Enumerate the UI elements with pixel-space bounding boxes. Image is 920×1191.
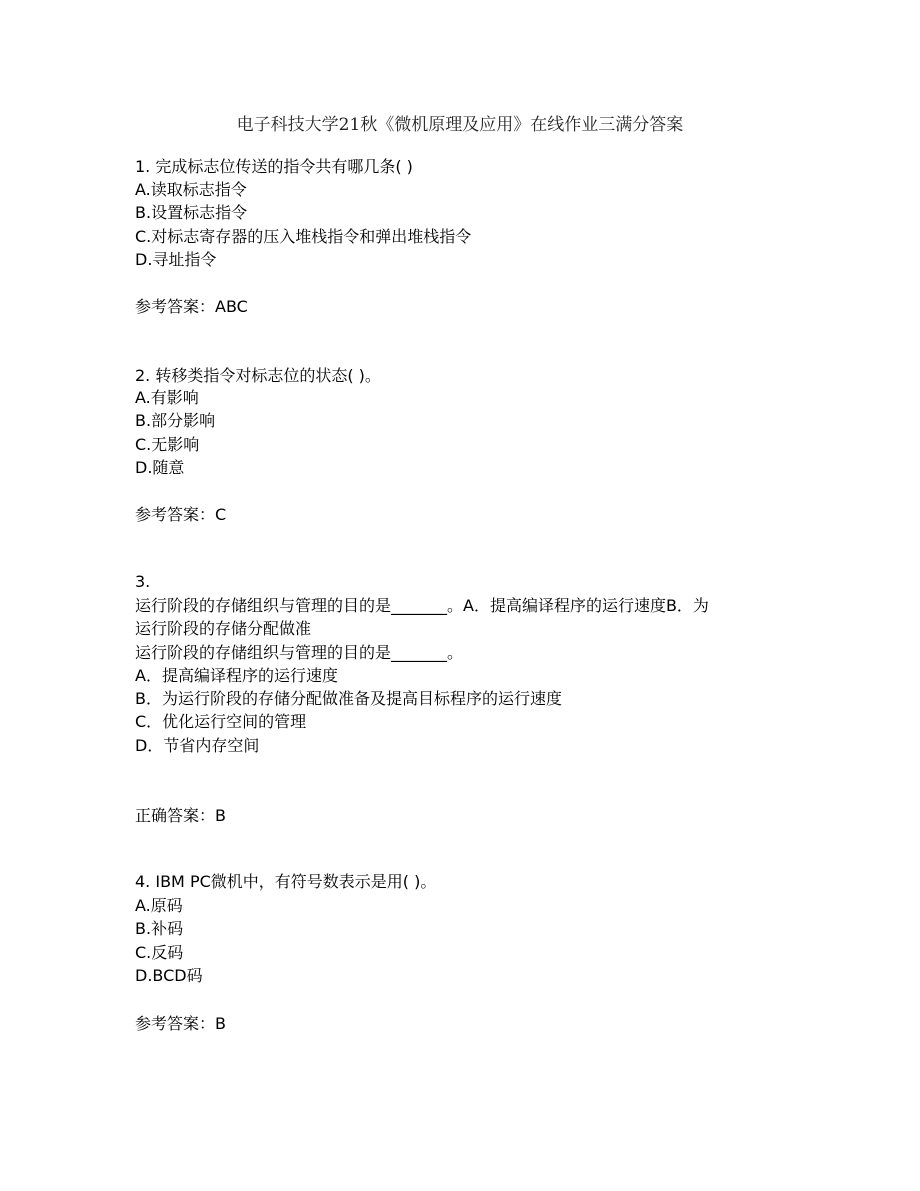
question-2-option-a: A.有影响 [135, 388, 199, 407]
question-2-answer: 参考答案：C [135, 505, 227, 524]
question-2-stem: 2. 转移类指令对标志位的状态( )。 [135, 366, 381, 385]
question-3-answer: 正确答案：B [135, 806, 226, 825]
question-4-stem: 4. IBM PC微机中，有符号数表示是用( )。 [135, 872, 437, 891]
question-1-option-b: B.设置标志指令 [135, 203, 248, 222]
question-1-answer: 参考答案：ABC [135, 297, 248, 316]
question-1-option-d: D.寻址指令 [135, 250, 217, 269]
question-1-option-c: C.对标志寄存器的压入堆栈指令和弹出堆栈指令 [135, 227, 472, 246]
question-3-stem-line-2: 运行阶段的存储分配做准 [135, 619, 312, 638]
question-3-option-d: D．节省内存空间 [135, 736, 260, 755]
question-3-option-c: C．优化运行空间的管理 [135, 712, 307, 731]
question-1-stem: 1. 完成标志位传送的指令共有哪几条( ) [135, 157, 413, 176]
question-2-option-d: D.随意 [135, 458, 185, 477]
question-2-option-b: B.部分影响 [135, 411, 216, 430]
question-4-option-b: B.补码 [135, 919, 184, 938]
document-title: 电子科技大学21秋《微机原理及应用》在线作业三满分答案 [236, 115, 684, 135]
question-3-number: 3. [135, 572, 151, 591]
question-3-stem-line-1: 运行阶段的存储组织与管理的目的是_______。A．提高编译程序的运行速度B．为 [135, 596, 709, 615]
question-3-option-b: B．为运行阶段的存储分配做准备及提高目标程序的运行速度 [135, 689, 562, 708]
question-4-option-c: C.反码 [135, 943, 184, 962]
question-4-option-a: A.原码 [135, 896, 183, 915]
question-3-stem-line-3: 运行阶段的存储组织与管理的目的是_______。 [135, 643, 464, 662]
question-4-option-d: D.BCD码 [135, 966, 203, 985]
question-2-option-c: C.无影响 [135, 435, 200, 454]
question-3-option-a: A．提高编译程序的运行速度 [135, 666, 338, 685]
question-1-option-a: A.读取标志指令 [135, 180, 247, 199]
question-4-answer: 参考答案：B [135, 1014, 226, 1033]
